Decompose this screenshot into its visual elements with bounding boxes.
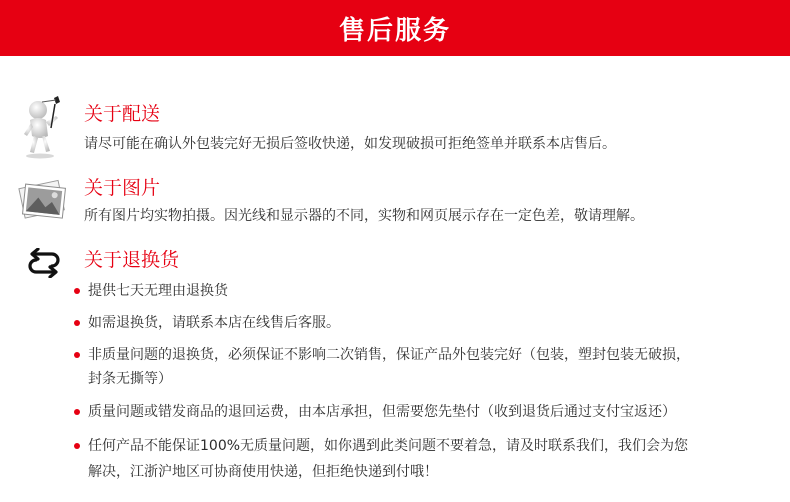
images-text: 所有图片均实物拍摄。因光线和显示器的不同，实物和网页展示存在一定色差，敬请理解。: [84, 208, 644, 224]
bullet-dot: [74, 288, 80, 294]
returns-item-1: 提供七天无理由退换货: [88, 283, 228, 299]
returns-item-2: 如需退换货，请联系本店在线售后客服。: [88, 315, 340, 331]
delivery-text: 请尽可能在确认外包装完好无损后签收快递，如发现破损可拒绝签单并联系本店售后。: [84, 136, 616, 152]
bullet-dot: [74, 443, 80, 449]
returns-item-4: 质量问题或错发商品的退回运费，由本店承担，但需要您先垫付（收到退货后通过支付宝返还）: [88, 404, 676, 420]
delivery-title: 关于配送: [84, 103, 161, 125]
delivery-figure-icon: [18, 92, 64, 160]
returns-item-3-line-1: 非质量问题的退换货，必须保证不影响二次销售，保证产品外包装完好（包装，塑封包装无破损，: [88, 347, 690, 363]
bullet-dot: [74, 320, 80, 326]
returns-item-5-line-2: 解决，江浙沪地区可协商使用快递，但拒绝快递到付哦！: [88, 464, 438, 480]
exchange-arrows-icon: [26, 248, 62, 278]
page-title: 售后服务: [338, 15, 451, 46]
page-banner: [0, 0, 790, 56]
returns-item-5-line-1: 任何产品不能保证100%无质量问题，如你遇到此类问题不要着急，请及时联系我们，我们会为您: [88, 438, 689, 454]
bullet-dot: [74, 409, 80, 415]
returns-item-3-line-2: 封条无撕等）: [88, 371, 172, 387]
images-title: 关于图片: [84, 177, 161, 199]
photos-icon: [16, 176, 70, 226]
returns-title: 关于退换货: [84, 249, 180, 271]
bullet-dot: [74, 352, 80, 358]
